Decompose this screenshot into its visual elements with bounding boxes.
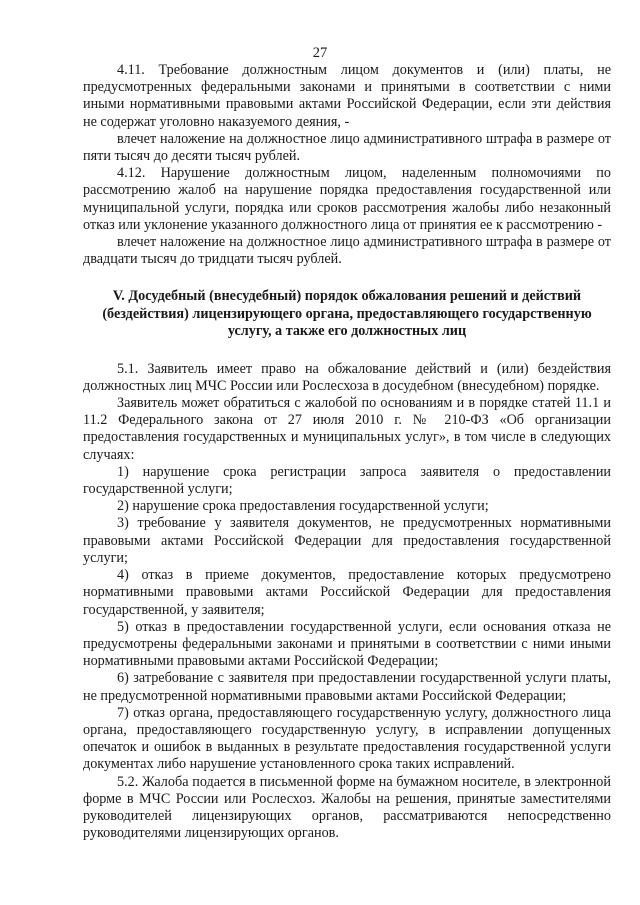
paragraph-4-12: 4.12. Нарушение должностным лицом, наделенным полномочиями по рассмотрению жалоб на нарушение порядка предоставления государственной или муниципальной услуги, порядка или сроков рассмотрения жалобы либо незаконный отказ или уклонение указанного должностного лица от принятия ее к рассмотрению - [83, 165, 611, 233]
list-item-5: 5) отказ в предоставлении государственной услуги, если основания отказа не предусмотрены федеральными законами и принятыми в соответствии с ними иными нормативными правовыми актами Российской Федерации; [83, 618, 611, 670]
paragraph-4-11: 4.11. Требование должностным лицом документов и (или) платы, не предусмотренных федеральными законами и принятыми в соответствии с ними иными нормативными правовыми актами Российской Федерации, если эти действия не содержат уголовно наказуемого деяния, - [83, 62, 611, 130]
paragraph-4-11-penalty: влечет наложение на должностное лицо административного штрафа в размере от пяти тысяч до десяти тысяч рублей. [83, 130, 611, 165]
paragraph-complaint-grounds: Заявитель может обратиться с жалобой по основаниям и в порядке статей 11.1 и 11.2 Федерального закона от 27 июля 2010 г. № 210-ФЗ «Об организации предоставления государственных и муниципальных услуг», в том числе в следующих случаях: [83, 395, 611, 463]
list-item-7: 7) отказ органа, предоставляющего государственную услугу, должностного лица органа, предоставляющего государственную услугу, в исправлении допущенных опечаток и ошибок в выданных в результате предоставления государственной услуги документах либо нарушение установленного срока таких исправлений. [83, 704, 611, 773]
list-item-1: 1) нарушение срока регистрации запроса заявителя о предоставлении государственной услуги; [83, 463, 611, 498]
paragraph-4-12-penalty: влечет наложение на должностное лицо административного штрафа в размере от двадцати тысяч до тридцати тысяч рублей. [83, 234, 611, 268]
page-number: 27 [312, 45, 328, 61]
section-heading [83, 288, 611, 340]
list-item-2: 2) нарушение срока предоставления государственной услуги; [117, 498, 489, 515]
list-item-3: 3) требование у заявителя документов, не предусмотренных нормативными правовыми актами Российской Федерации для предоставления государственной услуги; [83, 515, 611, 566]
section-heading-line-3: услугу, а также его должностных лиц [227, 323, 467, 340]
paragraph-5-1: 5.1. Заявитель имеет право на обжалование действий и (или) бездействия должностных лиц МЧС России или Рослесхоза в досудебном (внесудебном) порядке. [83, 360, 611, 394]
list-item-6: 6) затребование с заявителя при предоставлении государственной услуги платы, не предусмотренной нормативными правовыми актами Российской Федерации; [83, 670, 611, 704]
document-body [83, 62, 611, 842]
list-item-4: 4) отказ в приеме документов, предоставление которых предусмотрено нормативными правовыми актами Российской Федерации для предоставления государственной, у заявителя; [83, 567, 611, 618]
paragraph-5-2: 5.2. Жалоба подается в письменной форме на бумажном носителе, в электронной форме в МЧС России или Рослесхоз. Жалобы на решения, принятые заместителями руководителей лицензирующих органов, рассматриваются непосредственно руководителями лицензирующих органов. [83, 773, 611, 842]
section-heading-line-2: (бездействия) лицензирующего органа, предоставляющего государственную [102, 305, 592, 322]
section-heading-line-1: V. Досудебный (внесудебный) порядок обжалования решений и действий [112, 288, 582, 305]
